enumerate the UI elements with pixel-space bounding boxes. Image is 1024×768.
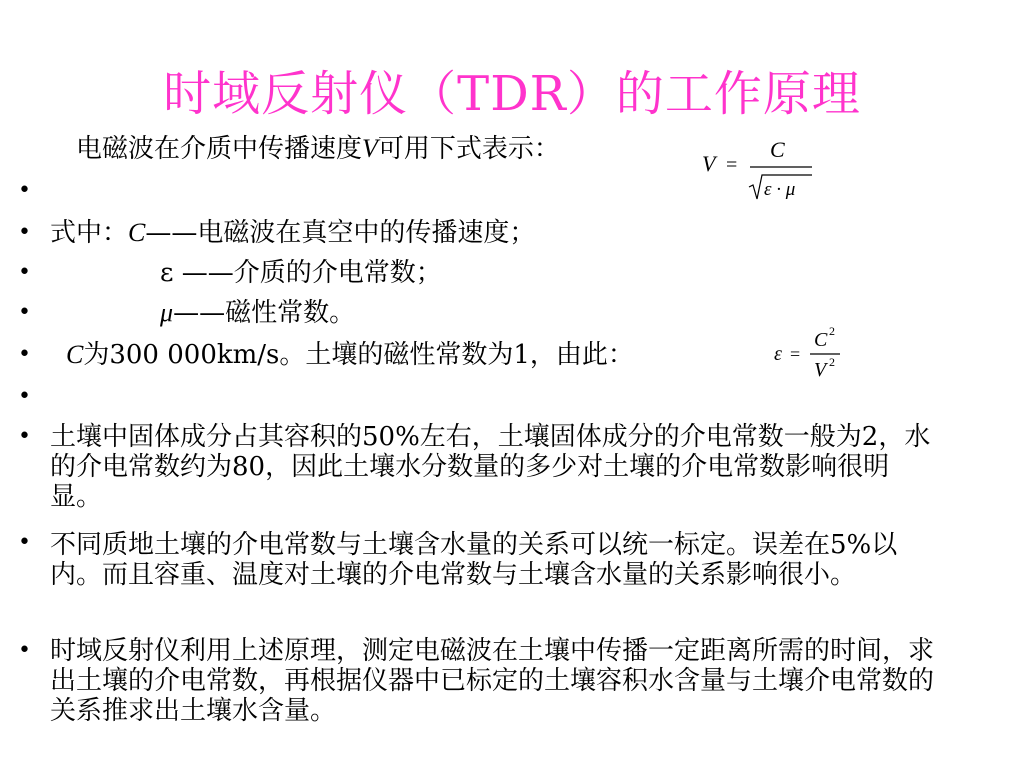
bullet-epsilon-definition (160, 256, 442, 290)
c-label: 式中： (50, 218, 129, 248)
paragraph-tdr-principle: 时域反射仪利用上述原理，测定电磁波在土壤中传播一定距离所需的时间，求出土壤的介电常数，再根据仪器中已标定的土壤容积水含量与土壤介电常数的关系推求出土壤水含量。 (50, 636, 935, 726)
speed-symbol: C (66, 340, 84, 369)
bullet-c-definition (50, 216, 535, 250)
formula1-numerator: C (770, 137, 785, 162)
velocity-formula (700, 135, 820, 205)
bullet-dot: • (18, 342, 31, 367)
formula1-eq: = (726, 154, 738, 176)
formula2-denominator-exp: 2 (829, 355, 835, 369)
bullet-dot: • (18, 638, 31, 663)
paragraph-calibration: 不同质地土壤的介电常数与土壤含水量的关系可以统一标定。误差在5%以内。而且容重、温度对土壤的介电常数与土壤含水量的关系影响很小。 (50, 530, 898, 590)
bullet-speed (66, 338, 634, 372)
intro-text-a: 电磁波在介质中传播速度 (76, 134, 363, 164)
bullet-dot: • (18, 530, 31, 555)
formula2-numerator-exp: 2 (829, 324, 835, 338)
epsilon-text: ——介质的介电常数； (173, 258, 442, 288)
formula2-eq: = (790, 344, 801, 364)
bullet-dot: • (18, 178, 31, 203)
c-text: ——电磁波在真空中的传播速度； (145, 218, 536, 248)
mu-text: ——磁性常数。 (173, 298, 356, 328)
bullet-dot: • (18, 300, 31, 325)
c-symbol: C (128, 218, 146, 247)
bullet-dot: • (18, 260, 31, 285)
formula1-lhs: V (702, 151, 716, 176)
speed-text: 为300 000km/s。土壤的磁性常数为1，由此： (83, 340, 634, 370)
formula2-lhs: ε (774, 343, 782, 365)
formula2-denominator: V (814, 359, 827, 381)
formula2-numerator: C (814, 329, 828, 351)
bullet-dot: • (18, 424, 31, 449)
epsilon-symbol: ε (160, 258, 174, 288)
mu-symbol: μ (160, 298, 174, 327)
bullet-dot: • (18, 384, 31, 409)
paragraph-soil-solids: 土壤中固体成分占其容积的50%左右，土壤固体成分的介电常数一般为2，水的介电常数约为80，因此土壤水分数量的多少对土壤的介电常数影响很明显。 (50, 422, 931, 512)
slide-title: 时域反射仪（TDR）的工作原理 (163, 66, 861, 122)
intro-line (76, 132, 560, 166)
bullet-mu-definition (160, 296, 355, 330)
formula1-denominator: ε · μ (764, 179, 796, 200)
bullet-dot: • (18, 220, 31, 245)
intro-text-b: 可用下式表示： (377, 134, 560, 164)
intro-variable: V (362, 134, 378, 163)
permittivity-formula (772, 322, 852, 386)
